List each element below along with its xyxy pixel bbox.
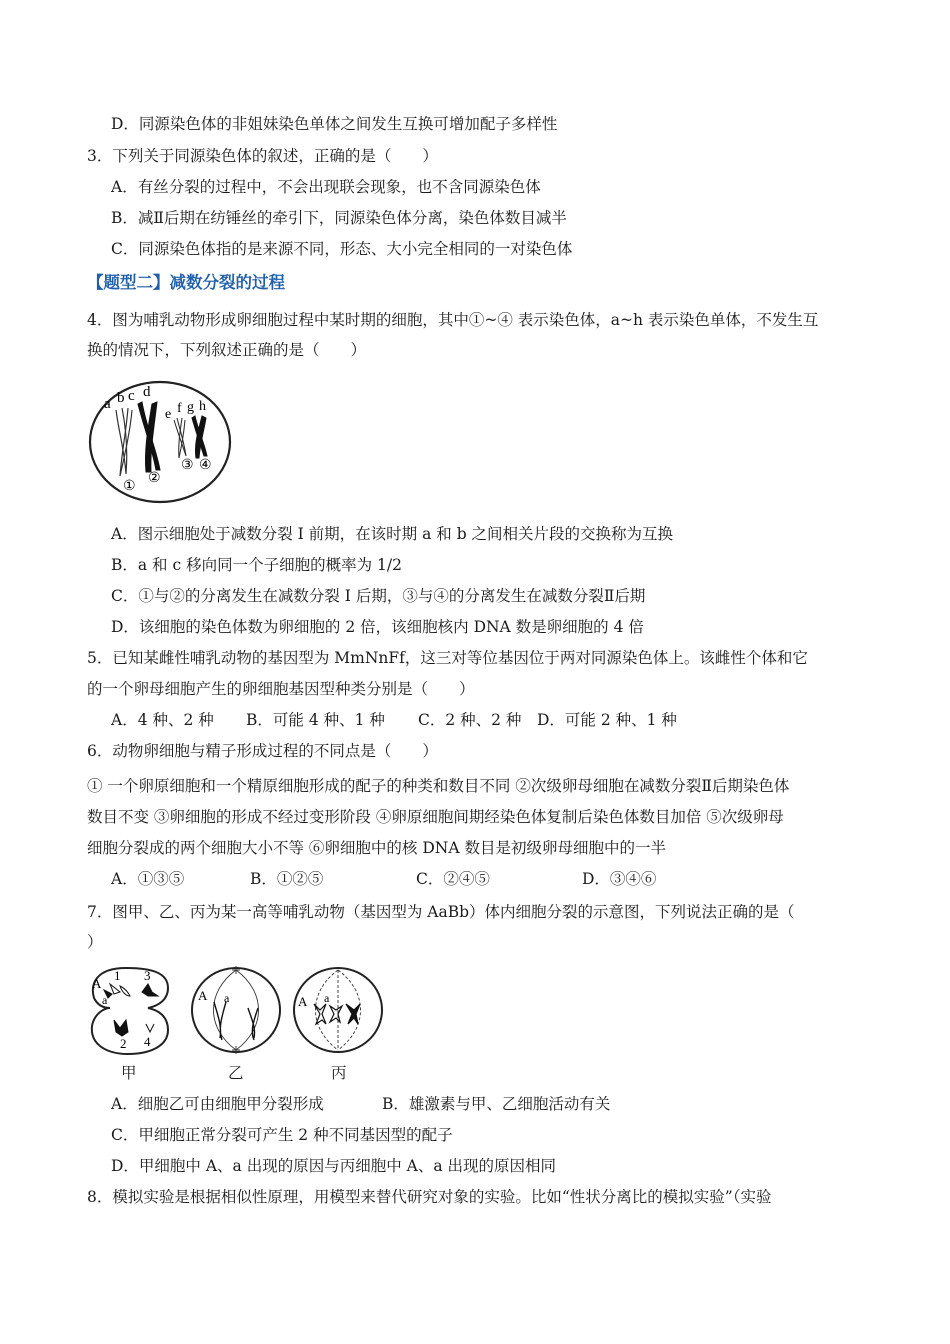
q6-body-line2: 数目不变 ③卵细胞的形成不经过变形阶段 ④卵原细胞间期经染色体复制后染色体数目加倍 ⑤次级卵母 <box>87 808 784 826</box>
q5-option-b: B．可能 4 种、1 种 <box>246 711 385 729</box>
q5-option-a: A．4 种、2 种 <box>111 711 214 729</box>
chromosome-2 <box>138 402 160 472</box>
section-heading: 【题型二】减数分裂的过程 <box>87 273 285 292</box>
q4-option-b: B．a 和 c 移向同一个子细胞的概率为 1/2 <box>111 556 402 574</box>
jia-num-1: 1 <box>114 968 121 983</box>
q6-body-line3: 细胞分裂成的两个细胞大小不等 ⑥卵细胞中的核 DNA 数目是初级卵母细胞中的一半 <box>87 839 666 857</box>
yi-label-a: a <box>224 991 230 1005</box>
label-h: h <box>199 399 206 414</box>
q3-option-b: B．减Ⅱ后期在纺锤丝的牵引下，同源染色体分离，染色体数目减半 <box>111 209 567 227</box>
num-4: ④ <box>199 458 212 473</box>
q3-stem: 3．下列关于同源染色体的叙述，正确的是（ ） <box>87 147 438 165</box>
bing-label-a: a <box>324 991 330 1005</box>
num-1: ① <box>123 479 136 494</box>
q6-option-a: A．①③⑤ <box>111 870 185 888</box>
q2-option-d: D．同源染色体的非姐妹染色单体之间发生互换可增加配子多样性 <box>111 115 558 133</box>
q6-stem: 6．动物卵细胞与精子形成过程的不同点是（ ） <box>87 742 438 760</box>
jia-num-2: 2 <box>120 1036 127 1051</box>
q3-option-c: C．同源染色体指的是来源不同，形态、大小完全相同的一对染色体 <box>111 240 573 258</box>
label-g: g <box>187 400 194 415</box>
jia-label-A: A <box>92 976 102 991</box>
q7-option-c: C．甲细胞正常分裂可产生 2 种不同基因型的配子 <box>111 1126 453 1144</box>
label-d: d <box>143 384 151 400</box>
cell-yi <box>192 968 280 1052</box>
q7-option-d: D．甲细胞中 A、a 出现的原因与丙细胞中 A、a 出现的原因相同 <box>111 1157 557 1175</box>
q5-stem-line1: 5．已知某雌性哺乳动物的基因型为 MmNnFf，这三对等位基因位于两对同源染色体上。该雌性个体和它 <box>87 649 808 667</box>
jia-num-3: 3 <box>144 968 151 983</box>
chromosome-3 <box>174 418 186 458</box>
jia-label-a: a <box>102 993 108 1007</box>
figure-label-yi: 乙 <box>228 1064 244 1082</box>
q7-option-a: A．细胞乙可由细胞甲分裂形成 <box>111 1095 324 1113</box>
yi-label-A: A <box>198 988 208 1003</box>
q7-option-b: B．雄激素与甲、乙细胞活动有关 <box>382 1095 611 1113</box>
q7-figures <box>86 962 386 1058</box>
figure-label-bing: 丙 <box>331 1064 347 1082</box>
chromosome-1 <box>116 408 132 476</box>
cell-jia-chromosomes <box>104 984 158 1036</box>
q4-cell-figure <box>86 378 234 506</box>
label-a: a <box>104 396 111 412</box>
cell-yi-spindle <box>214 966 259 1054</box>
q5-stem-line2: 的一个卵母细胞产生的卵细胞基因型种类分别是（ ） <box>87 680 475 698</box>
label-e: e <box>165 407 172 422</box>
q5-option-d: D．可能 2 种、1 种 <box>537 711 677 729</box>
q6-option-c: C．②④⑤ <box>416 870 490 888</box>
num-2: ② <box>148 471 161 486</box>
q8-stem-line1: 8．模拟实验是根据相似性原理，用模型来替代研究对象的实验。比如“性状分离比的模拟实验”（实验 <box>87 1188 772 1206</box>
q6-body-line1: ① 一个卵原细胞和一个精原细胞形成的配子的种类和数目不同 ②次级卵母细胞在减数分裂Ⅱ后期染色体 <box>87 777 790 795</box>
bing-label-A: A <box>298 994 308 1009</box>
q5-option-c: C．2 种、2 种 <box>418 711 522 729</box>
q7-stem-line2: ） <box>87 933 103 951</box>
q3-option-a: A．有丝分裂的过程中，不会出现联会现象，也不含同源染色体 <box>111 178 541 196</box>
q6-option-b: B．①②⑤ <box>250 870 324 888</box>
cell-jia <box>92 968 168 1054</box>
cell-bing-chromosomes <box>314 1004 360 1024</box>
label-c: c <box>128 388 135 404</box>
q4-stem-line1: 4．图为哺乳动物形成卵细胞过程中某时期的细胞，其中①~④ 表示染色体，a~h 表示染色单体，不发生互 <box>87 311 819 329</box>
q4-option-d: D．该细胞的染色体数为卵细胞的 2 倍，该细胞核内 DNA 数是卵细胞的 4 倍 <box>111 618 644 636</box>
jia-num-4: 4 <box>144 1034 151 1049</box>
figure-label-jia: 甲 <box>121 1064 137 1082</box>
q4-option-c: C．①与②的分离发生在减数分裂 I 后期，③与④的分离发生在减数分裂Ⅱ后期 <box>111 587 646 605</box>
q6-option-d: D．③④⑥ <box>582 870 657 888</box>
q4-stem-line2: 换的情况下，下列叙述正确的是（ ） <box>87 341 367 359</box>
label-f: f <box>177 401 182 416</box>
q7-stem-line1: 7．图甲、乙、丙为某一高等哺乳动物（基因型为 AaBb）体内细胞分裂的示意图，下列说法正确的是（ <box>87 903 795 921</box>
num-3: ③ <box>181 458 194 473</box>
q4-option-a: A．图示细胞处于减数分裂 I 前期，在该时期 a 和 b 之间相关片段的交换称为互换 <box>111 525 674 543</box>
label-b: b <box>117 390 125 406</box>
chromosome-4 <box>192 416 207 458</box>
